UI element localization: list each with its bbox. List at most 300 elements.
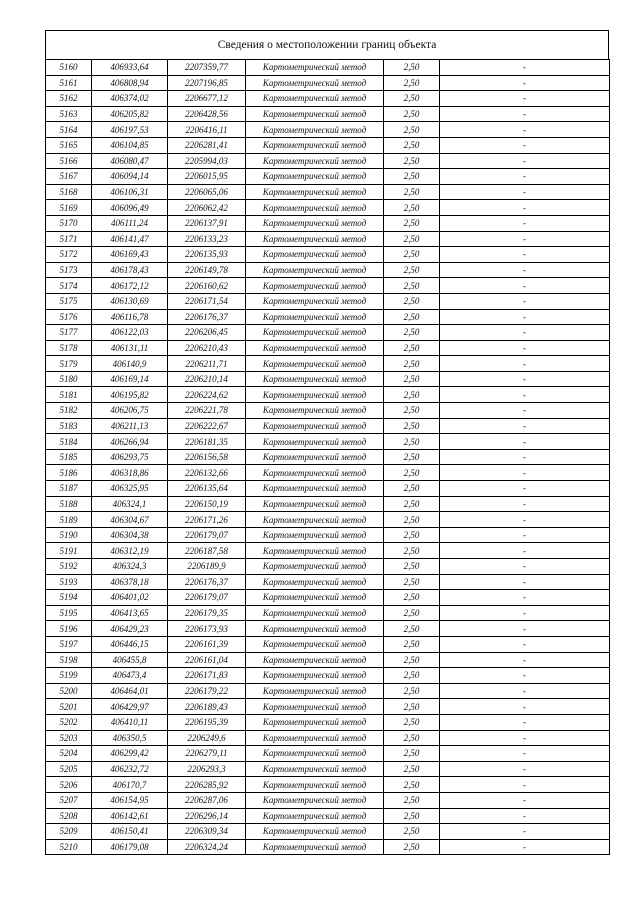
description-cell: - [440,387,610,403]
y-coordinate-cell: 2206161,39 [168,636,246,652]
x-coordinate-cell: 406169,43 [92,247,168,263]
table-row [46,559,610,575]
table-row [46,792,610,808]
description-cell: - [440,824,610,840]
method-cell: Картометрический метод [246,247,384,263]
point-number-cell: 5203 [46,730,92,746]
method-cell: Картометрический метод [246,91,384,107]
method-cell: Картометрический метод [246,527,384,543]
y-coordinate-cell: 2206132,66 [168,465,246,481]
y-coordinate-cell: 2206156,58 [168,449,246,465]
point-number-cell: 5194 [46,590,92,606]
description-cell: - [440,122,610,138]
point-number-cell: 5167 [46,169,92,185]
x-coordinate-cell: 406116,78 [92,309,168,325]
table-row [46,231,610,247]
description-cell: - [440,808,610,824]
point-number-cell: 5204 [46,746,92,762]
description-cell: - [440,512,610,528]
x-coordinate-cell: 406178,43 [92,262,168,278]
table-row [46,122,610,138]
accuracy-cell: 2,50 [384,808,440,824]
accuracy-cell: 2,50 [384,652,440,668]
point-number-cell: 5184 [46,434,92,450]
method-cell: Картометрический метод [246,839,384,855]
method-cell: Картометрический метод [246,169,384,185]
y-coordinate-cell: 2206171,83 [168,668,246,684]
method-cell: Картометрический метод [246,792,384,808]
y-coordinate-cell: 2206135,64 [168,481,246,497]
accuracy-cell: 2,50 [384,278,440,294]
point-number-cell: 5183 [46,418,92,434]
y-coordinate-cell: 2206133,23 [168,231,246,247]
accuracy-cell: 2,50 [384,325,440,341]
y-coordinate-cell: 2206287,06 [168,792,246,808]
accuracy-cell: 2,50 [384,824,440,840]
accuracy-cell: 2,50 [384,340,440,356]
accuracy-cell: 2,50 [384,184,440,200]
table-row [46,621,610,637]
x-coordinate-cell: 406401,02 [92,590,168,606]
y-coordinate-cell: 2206179,35 [168,605,246,621]
accuracy-cell: 2,50 [384,137,440,153]
table-row [46,730,610,746]
x-coordinate-cell: 406179,08 [92,839,168,855]
accuracy-cell: 2,50 [384,714,440,730]
point-number-cell: 5179 [46,356,92,372]
description-cell: - [440,293,610,309]
table-row [46,543,610,559]
method-cell: Картометрический метод [246,777,384,793]
accuracy-cell: 2,50 [384,106,440,122]
description-cell: - [440,621,610,637]
x-coordinate-cell: 406293,75 [92,449,168,465]
accuracy-cell: 2,50 [384,574,440,590]
y-coordinate-cell: 2206181,35 [168,434,246,450]
x-coordinate-cell: 406096,49 [92,200,168,216]
method-cell: Картометрический метод [246,668,384,684]
method-cell: Картометрический метод [246,106,384,122]
description-cell: - [440,153,610,169]
table-row [46,824,610,840]
table-row [46,777,610,793]
method-cell: Картометрический метод [246,449,384,465]
accuracy-cell: 2,50 [384,605,440,621]
accuracy-cell: 2,50 [384,309,440,325]
description-cell: - [440,215,610,231]
method-cell: Картометрический метод [246,574,384,590]
accuracy-cell: 2,50 [384,792,440,808]
x-coordinate-cell: 406318,86 [92,465,168,481]
x-coordinate-cell: 406325,95 [92,481,168,497]
point-number-cell: 5185 [46,449,92,465]
y-coordinate-cell: 2206416,11 [168,122,246,138]
table-row [46,371,610,387]
accuracy-cell: 2,50 [384,75,440,91]
table-row [46,262,610,278]
description-cell: - [440,777,610,793]
point-number-cell: 5189 [46,512,92,528]
description-cell: - [440,559,610,575]
accuracy-cell: 2,50 [384,200,440,216]
x-coordinate-cell: 406122,03 [92,325,168,341]
point-number-cell: 5198 [46,652,92,668]
table-row [46,496,610,512]
table-row [46,356,610,372]
accuracy-cell: 2,50 [384,777,440,793]
x-coordinate-cell: 406154,95 [92,792,168,808]
method-cell: Картометрический метод [246,434,384,450]
method-cell: Картометрический метод [246,403,384,419]
table-row [46,169,610,185]
description-cell: - [440,668,610,684]
point-number-cell: 5168 [46,184,92,200]
accuracy-cell: 2,50 [384,481,440,497]
x-coordinate-cell: 406170,7 [92,777,168,793]
x-coordinate-cell: 406304,67 [92,512,168,528]
description-cell: - [440,340,610,356]
y-coordinate-cell: 2206189,43 [168,699,246,715]
y-coordinate-cell: 2206324,24 [168,839,246,855]
method-cell: Картометрический метод [246,356,384,372]
x-coordinate-cell: 406378,18 [92,574,168,590]
description-cell: - [440,590,610,606]
y-coordinate-cell: 2206161,04 [168,652,246,668]
method-cell: Картометрический метод [246,699,384,715]
point-number-cell: 5181 [46,387,92,403]
y-coordinate-cell: 2206149,78 [168,262,246,278]
point-number-cell: 5165 [46,137,92,153]
method-cell: Картометрический метод [246,481,384,497]
point-number-cell: 5186 [46,465,92,481]
point-number-cell: 5164 [46,122,92,138]
description-cell: - [440,496,610,512]
table-row [46,512,610,528]
table-row [46,106,610,122]
point-number-cell: 5173 [46,262,92,278]
description-cell: - [440,60,610,76]
y-coordinate-cell: 2207196,85 [168,75,246,91]
x-coordinate-cell: 406130,69 [92,293,168,309]
y-coordinate-cell: 2206179,22 [168,683,246,699]
method-cell: Картометрический метод [246,231,384,247]
x-coordinate-cell: 406142,61 [92,808,168,824]
boundary-points-table [45,59,610,855]
table-row [46,481,610,497]
description-cell: - [440,636,610,652]
x-coordinate-cell: 406350,5 [92,730,168,746]
table-row [46,746,610,762]
accuracy-cell: 2,50 [384,231,440,247]
table-row [46,714,610,730]
accuracy-cell: 2,50 [384,730,440,746]
y-coordinate-cell: 2206176,37 [168,574,246,590]
accuracy-cell: 2,50 [384,496,440,512]
description-cell: - [440,839,610,855]
method-cell: Картометрический метод [246,278,384,294]
y-coordinate-cell: 2206150,19 [168,496,246,512]
table-row [46,434,610,450]
x-coordinate-cell: 406197,53 [92,122,168,138]
method-cell: Картометрический метод [246,137,384,153]
x-coordinate-cell: 406211,13 [92,418,168,434]
accuracy-cell: 2,50 [384,512,440,528]
x-coordinate-cell: 406429,97 [92,699,168,715]
description-cell: - [440,605,610,621]
point-number-cell: 5197 [46,636,92,652]
table-row [46,200,610,216]
y-coordinate-cell: 2207359,77 [168,60,246,76]
description-cell: - [440,543,610,559]
description-cell: - [440,137,610,153]
description-cell: - [440,481,610,497]
accuracy-cell: 2,50 [384,559,440,575]
description-cell: - [440,278,610,294]
table-row [46,418,610,434]
x-coordinate-cell: 406140,9 [92,356,168,372]
table-row [46,839,610,855]
x-coordinate-cell: 406446,15 [92,636,168,652]
y-coordinate-cell: 2206309,34 [168,824,246,840]
description-cell: - [440,746,610,762]
point-number-cell: 5174 [46,278,92,294]
point-number-cell: 5163 [46,106,92,122]
x-coordinate-cell: 406131,11 [92,340,168,356]
method-cell: Картометрический метод [246,340,384,356]
method-cell: Картометрический метод [246,683,384,699]
point-number-cell: 5208 [46,808,92,824]
boundary-table-sheet [45,30,609,855]
point-number-cell: 5210 [46,839,92,855]
accuracy-cell: 2,50 [384,449,440,465]
point-number-cell: 5160 [46,60,92,76]
point-number-cell: 5202 [46,714,92,730]
accuracy-cell: 2,50 [384,527,440,543]
x-coordinate-cell: 406205,82 [92,106,168,122]
point-number-cell: 5169 [46,200,92,216]
y-coordinate-cell: 2206176,37 [168,309,246,325]
method-cell: Картометрический метод [246,465,384,481]
method-cell: Картометрический метод [246,325,384,341]
point-number-cell: 5199 [46,668,92,684]
x-coordinate-cell: 406473,4 [92,668,168,684]
y-coordinate-cell: 2206015,95 [168,169,246,185]
x-coordinate-cell: 406429,23 [92,621,168,637]
x-coordinate-cell: 406172,12 [92,278,168,294]
y-coordinate-cell: 2206171,54 [168,293,246,309]
y-coordinate-cell: 2206171,26 [168,512,246,528]
point-number-cell: 5188 [46,496,92,512]
method-cell: Картометрический метод [246,636,384,652]
description-cell: - [440,527,610,543]
y-coordinate-cell: 2206221,78 [168,403,246,419]
table-row [46,808,610,824]
point-number-cell: 5209 [46,824,92,840]
table-row [46,527,610,543]
table-row [46,403,610,419]
accuracy-cell: 2,50 [384,262,440,278]
x-coordinate-cell: 406374,02 [92,91,168,107]
method-cell: Картометрический метод [246,122,384,138]
method-cell: Картометрический метод [246,215,384,231]
point-number-cell: 5196 [46,621,92,637]
table-row [46,465,610,481]
x-coordinate-cell: 406150,41 [92,824,168,840]
accuracy-cell: 2,50 [384,293,440,309]
point-number-cell: 5192 [46,559,92,575]
method-cell: Картометрический метод [246,309,384,325]
method-cell: Картометрический метод [246,652,384,668]
method-cell: Картометрический метод [246,605,384,621]
point-number-cell: 5190 [46,527,92,543]
accuracy-cell: 2,50 [384,683,440,699]
y-coordinate-cell: 2206279,11 [168,746,246,762]
x-coordinate-cell: 406933,64 [92,60,168,76]
x-coordinate-cell: 406464,01 [92,683,168,699]
method-cell: Картометрический метод [246,418,384,434]
point-number-cell: 5172 [46,247,92,263]
y-coordinate-cell: 2206222,67 [168,418,246,434]
table-row [46,636,610,652]
y-coordinate-cell: 2206179,07 [168,590,246,606]
method-cell: Картометрический метод [246,371,384,387]
description-cell: - [440,371,610,387]
x-coordinate-cell: 406080,47 [92,153,168,169]
table-row [46,309,610,325]
y-coordinate-cell: 2206179,07 [168,527,246,543]
y-coordinate-cell: 2206428,56 [168,106,246,122]
description-cell: - [440,262,610,278]
table-row [46,137,610,153]
table-row [46,184,610,200]
method-cell: Картометрический метод [246,761,384,777]
y-coordinate-cell: 2206285,92 [168,777,246,793]
y-coordinate-cell: 2206206,45 [168,325,246,341]
accuracy-cell: 2,50 [384,356,440,372]
point-number-cell: 5206 [46,777,92,793]
x-coordinate-cell: 406410,11 [92,714,168,730]
y-coordinate-cell: 2206189,9 [168,559,246,575]
table-row [46,683,610,699]
point-number-cell: 5176 [46,309,92,325]
description-cell: - [440,714,610,730]
method-cell: Картометрический метод [246,543,384,559]
accuracy-cell: 2,50 [384,371,440,387]
description-cell: - [440,169,610,185]
point-number-cell: 5162 [46,91,92,107]
description-cell: - [440,231,610,247]
y-coordinate-cell: 2206173,93 [168,621,246,637]
accuracy-cell: 2,50 [384,122,440,138]
method-cell: Картометрический метод [246,746,384,762]
table-row [46,75,610,91]
table-row [46,699,610,715]
accuracy-cell: 2,50 [384,699,440,715]
method-cell: Картометрический метод [246,730,384,746]
method-cell: Картометрический метод [246,153,384,169]
description-cell: - [440,247,610,263]
method-cell: Картометрический метод [246,496,384,512]
method-cell: Картометрический метод [246,184,384,200]
table-row [46,652,610,668]
description-cell: - [440,699,610,715]
description-cell: - [440,356,610,372]
x-coordinate-cell: 406324,3 [92,559,168,575]
method-cell: Картометрический метод [246,621,384,637]
table-row [46,60,610,76]
y-coordinate-cell: 2206224,62 [168,387,246,403]
y-coordinate-cell: 2206187,58 [168,543,246,559]
description-cell: - [440,75,610,91]
y-coordinate-cell: 2206677,12 [168,91,246,107]
method-cell: Картометрический метод [246,808,384,824]
method-cell: Картометрический метод [246,559,384,575]
method-cell: Картометрический метод [246,714,384,730]
description-cell: - [440,91,610,107]
y-coordinate-cell: 2206281,41 [168,137,246,153]
x-coordinate-cell: 406304,38 [92,527,168,543]
table-title: Сведения о местоположении границ объекта [45,30,609,59]
method-cell: Картометрический метод [246,60,384,76]
accuracy-cell: 2,50 [384,153,440,169]
description-cell: - [440,730,610,746]
x-coordinate-cell: 406312,19 [92,543,168,559]
x-coordinate-cell: 406106,31 [92,184,168,200]
description-cell: - [440,574,610,590]
y-coordinate-cell: 2206249,6 [168,730,246,746]
method-cell: Картометрический метод [246,824,384,840]
description-cell: - [440,184,610,200]
point-number-cell: 5178 [46,340,92,356]
accuracy-cell: 2,50 [384,434,440,450]
y-coordinate-cell: 2205994,03 [168,153,246,169]
y-coordinate-cell: 2206135,93 [168,247,246,263]
description-cell: - [440,652,610,668]
table-row [46,668,610,684]
method-cell: Картометрический метод [246,75,384,91]
table-row [46,293,610,309]
table-row [46,153,610,169]
table-row [46,91,610,107]
method-cell: Картометрический метод [246,512,384,528]
point-number-cell: 5161 [46,75,92,91]
point-number-cell: 5191 [46,543,92,559]
point-number-cell: 5182 [46,403,92,419]
accuracy-cell: 2,50 [384,543,440,559]
method-cell: Картометрический метод [246,590,384,606]
accuracy-cell: 2,50 [384,668,440,684]
y-coordinate-cell: 2206296,14 [168,808,246,824]
x-coordinate-cell: 406141,47 [92,231,168,247]
x-coordinate-cell: 406299,42 [92,746,168,762]
table-row [46,387,610,403]
description-cell: - [440,309,610,325]
description-cell: - [440,465,610,481]
table-body [46,60,610,855]
x-coordinate-cell: 406094,14 [92,169,168,185]
x-coordinate-cell: 406455,8 [92,652,168,668]
description-cell: - [440,200,610,216]
x-coordinate-cell: 406206,75 [92,403,168,419]
y-coordinate-cell: 2206065,06 [168,184,246,200]
description-cell: - [440,683,610,699]
accuracy-cell: 2,50 [384,418,440,434]
table-row [46,761,610,777]
table-row [46,449,610,465]
description-cell: - [440,792,610,808]
description-cell: - [440,403,610,419]
point-number-cell: 5170 [46,215,92,231]
